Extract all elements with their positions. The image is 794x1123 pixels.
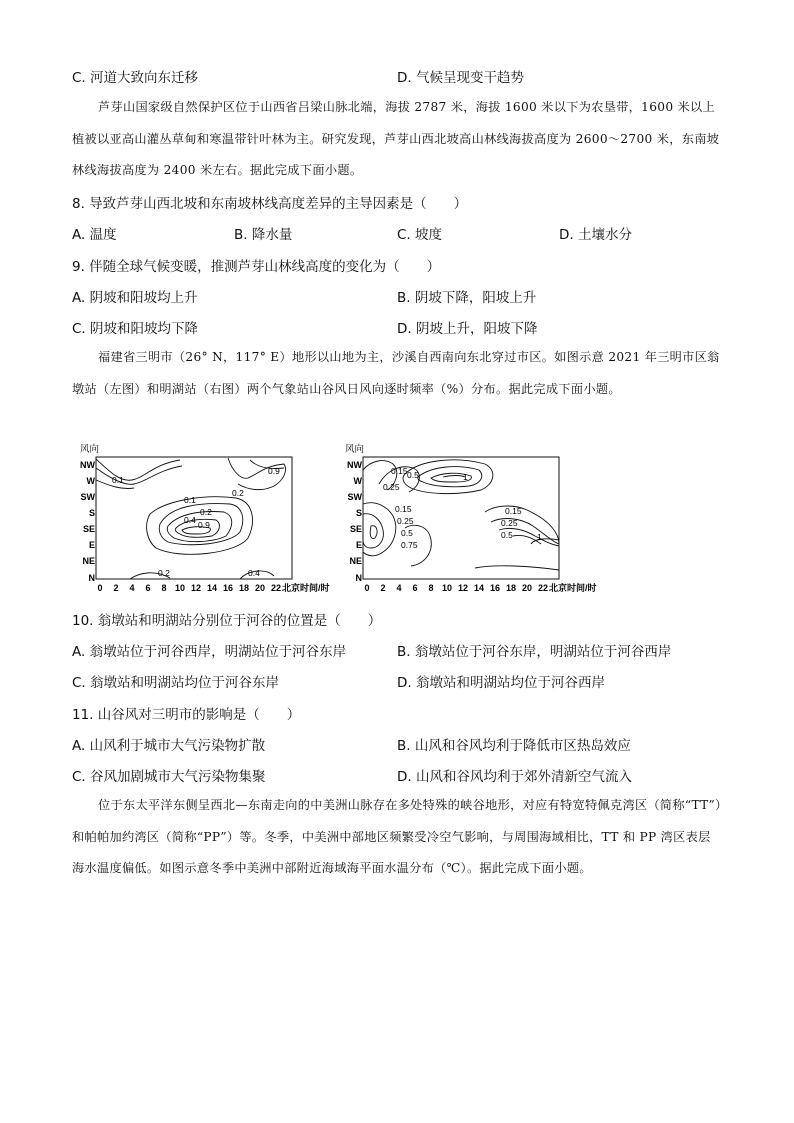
- contour-label: 0.1: [112, 475, 124, 485]
- q11-option-c: C. 谷风加剧城市大气污染物集聚: [72, 769, 266, 785]
- passage-central-america: 位于东太平洋东侧呈西北—东南走向的中美洲山脉存在多处特殊的峡谷地形，对应有特宽特佩克湾区（简称“TT”）和帕帕加约湾区（简称“PP”）等。冬季，中美洲中部地区频繁受冷空气影响，与周围海域相比，TT 和 PP 湾区表层海水温度偏低。如图示意冬季中美洲中部附近海域海平面水温分布（℃）。据此完成下面小题。: [72, 798, 722, 875]
- chart-right-ylabel: 风向: [345, 444, 365, 455]
- q8-option-a: A. 温度: [72, 227, 117, 243]
- chart-left-xtick: 4: [129, 583, 135, 593]
- chart-wengdun-station: [70, 440, 330, 595]
- chart-right-ytick: S: [355, 508, 362, 518]
- chart-left-xtick: 6: [145, 583, 151, 593]
- contour-label: 0.5: [501, 530, 513, 540]
- contour-line: [485, 506, 559, 544]
- chart-right-xtick: 8: [428, 583, 434, 593]
- q9-option-b: B. 阴坡下降，阳坡上升: [397, 290, 537, 306]
- passage-sanming: 福建省三明市（26° N，117° E）地形以山地为主，沙溪自西南向东北穿过市区。如图示意 2021 年三明市区翁墩站（左图）和明湖站（右图）两个气象站山谷风日风向逐时频率（%）分布。据此完成下面小题。: [72, 350, 720, 396]
- chart-left-xtick: 2: [113, 583, 119, 593]
- chart-right-ytick: E: [355, 540, 362, 550]
- chart-right-ytick: NW: [347, 460, 362, 470]
- q8-option-b: B. 降水量: [234, 227, 293, 243]
- chart-left-ytick: E: [88, 540, 95, 550]
- chart-left-xtick: 14: [206, 583, 218, 593]
- chart-right-xtick: 2: [380, 583, 386, 593]
- q8-option-d: D. 土壤水分: [559, 227, 632, 243]
- chart-left-xlabel: 北京时间/时: [282, 583, 330, 593]
- q9-option-d: D. 阴坡上升，阳坡下降: [397, 321, 538, 337]
- chart-right-xtick: 16: [489, 583, 501, 593]
- chart-left-xtick: 12: [190, 583, 202, 593]
- q9-option-c: C. 阴坡和阳坡均下降: [72, 321, 199, 337]
- contour-label: 0.25: [397, 516, 414, 526]
- contour-line: [370, 526, 377, 539]
- chart-left-xtick: 20: [254, 583, 266, 593]
- q9-option-a: A. 阴坡和阳坡均上升: [72, 290, 198, 306]
- q11-option-d: D. 山风和谷风均利于郊外清新空气流入: [397, 769, 632, 785]
- chart-right-xtick: 22: [537, 583, 549, 593]
- chart-right-xtick: 6: [412, 583, 418, 593]
- q10-option-c: C. 翁墩站和明湖站均位于河谷东岸: [72, 675, 280, 691]
- chart-right-xtick: 4: [396, 583, 402, 593]
- chart-right-ytick: N: [355, 573, 362, 583]
- chart-left-xtick: 8: [161, 583, 167, 593]
- chart-right-xtick: 14: [473, 583, 485, 593]
- chart-left-xtick: 18: [238, 583, 250, 593]
- chart-right-ytick: W: [353, 476, 362, 486]
- contour-line: [443, 476, 465, 478]
- contour-label: 1: [537, 532, 542, 542]
- chart-right-xtick: 0: [364, 583, 370, 593]
- contour-label: 0.9: [198, 520, 210, 530]
- chart-left-ytick: SE: [82, 524, 95, 534]
- contour-label: 0.25: [501, 518, 518, 528]
- contour-label: 0.2: [232, 488, 244, 498]
- contour-line: [96, 466, 182, 484]
- contour-label: 0.1: [184, 495, 196, 505]
- chart-right-xtick: 20: [521, 583, 533, 593]
- q8-option-c: C. 坡度: [397, 227, 443, 243]
- contour-line: [475, 566, 559, 570]
- q11-option-a: A. 山风利于城市大气污染物扩散: [72, 738, 266, 754]
- contour-label: 1: [463, 472, 468, 482]
- contour-label: 0.2: [158, 568, 170, 578]
- contour-line: [363, 514, 383, 548]
- chart-right-xtick: 10: [441, 583, 453, 593]
- q9-stem: 9. 伴随全球气候变暖，推测芦芽山林线高度的变化为（ ）: [72, 259, 441, 275]
- contour-label: 0.5: [401, 528, 413, 538]
- chart-left-ytick: NW: [80, 460, 95, 470]
- contour-label: 0.75: [401, 540, 418, 550]
- chart-left-ytick: NE: [82, 556, 95, 566]
- q10-stem: 10. 翁墩站和明湖站分别位于河谷的位置是（ ）: [72, 613, 382, 629]
- q10-option-d: D. 翁墩站和明湖站均位于河谷西岸: [397, 675, 605, 691]
- passage-luya-mountain: 芦芽山国家级自然保护区位于山西省吕梁山脉北端，海拔 2787 米，海拔 1600 米以下为农垦带，1600 米以上植被以亚高山灌丛草甸和寒温带针叶林为主。研究发现，芦芽山西北坡高山林线海拔高度为 2600～2700 米，东南坡林线海拔高度为 2400 米左右。据此完成下面小题。: [72, 100, 720, 177]
- q7-option-c: C. 河道大致向东迁移: [72, 70, 199, 86]
- chart-left-ytick: N: [88, 573, 95, 583]
- chart-left-ytick: W: [86, 476, 95, 486]
- chart-right-xtick: 12: [457, 583, 469, 593]
- q7-option-d: D. 气候呈现变干趋势: [397, 70, 524, 86]
- chart-right-xtick: 18: [505, 583, 517, 593]
- chart-left-xtick: 22: [270, 583, 282, 593]
- q10-option-a: A. 翁墩站位于河谷西岸，明湖站位于河谷东岸: [72, 644, 347, 660]
- contour-line: [418, 467, 482, 487]
- q10-option-b: B. 翁墩站位于河谷东岸，明湖站位于河谷西岸: [397, 644, 672, 660]
- contour-label: 0.2: [200, 507, 212, 517]
- chart-left-ytick: SW: [80, 492, 95, 502]
- q11-stem: 11. 山谷风对三明市的影响是（ ）: [72, 707, 301, 723]
- contour-label: 0.5: [407, 470, 419, 480]
- contour-label: 0.15: [391, 466, 408, 476]
- chart-minghu-station: [335, 440, 605, 595]
- chart-left-xtick: 16: [222, 583, 234, 593]
- contour-label: 0.15: [505, 506, 522, 516]
- contour-label: 0.25: [383, 482, 400, 492]
- chart-left-ytick: S: [88, 508, 95, 518]
- q11-option-b: B. 山风和谷风均利于降低市区热岛效应: [397, 738, 631, 754]
- contour-label: 0.4: [248, 568, 260, 578]
- chart-left-xtick: 10: [174, 583, 186, 593]
- chart-right-ytick: NE: [349, 556, 362, 566]
- chart-right-ytick: SW: [347, 492, 362, 502]
- contour-label: 0.9: [268, 466, 280, 476]
- contour-label: 0.15: [395, 504, 412, 514]
- chart-left-ylabel: 风向: [80, 444, 100, 455]
- contour-label: 0.4: [184, 515, 196, 525]
- chart-right-ytick: SE: [349, 524, 362, 534]
- chart-right-xlabel: 北京时间/时: [549, 583, 597, 593]
- chart-left-xtick: 0: [97, 583, 103, 593]
- q8-stem: 8. 导致芦芽山西北坡和东南坡林线高度差异的主导因素是（ ）: [72, 196, 468, 212]
